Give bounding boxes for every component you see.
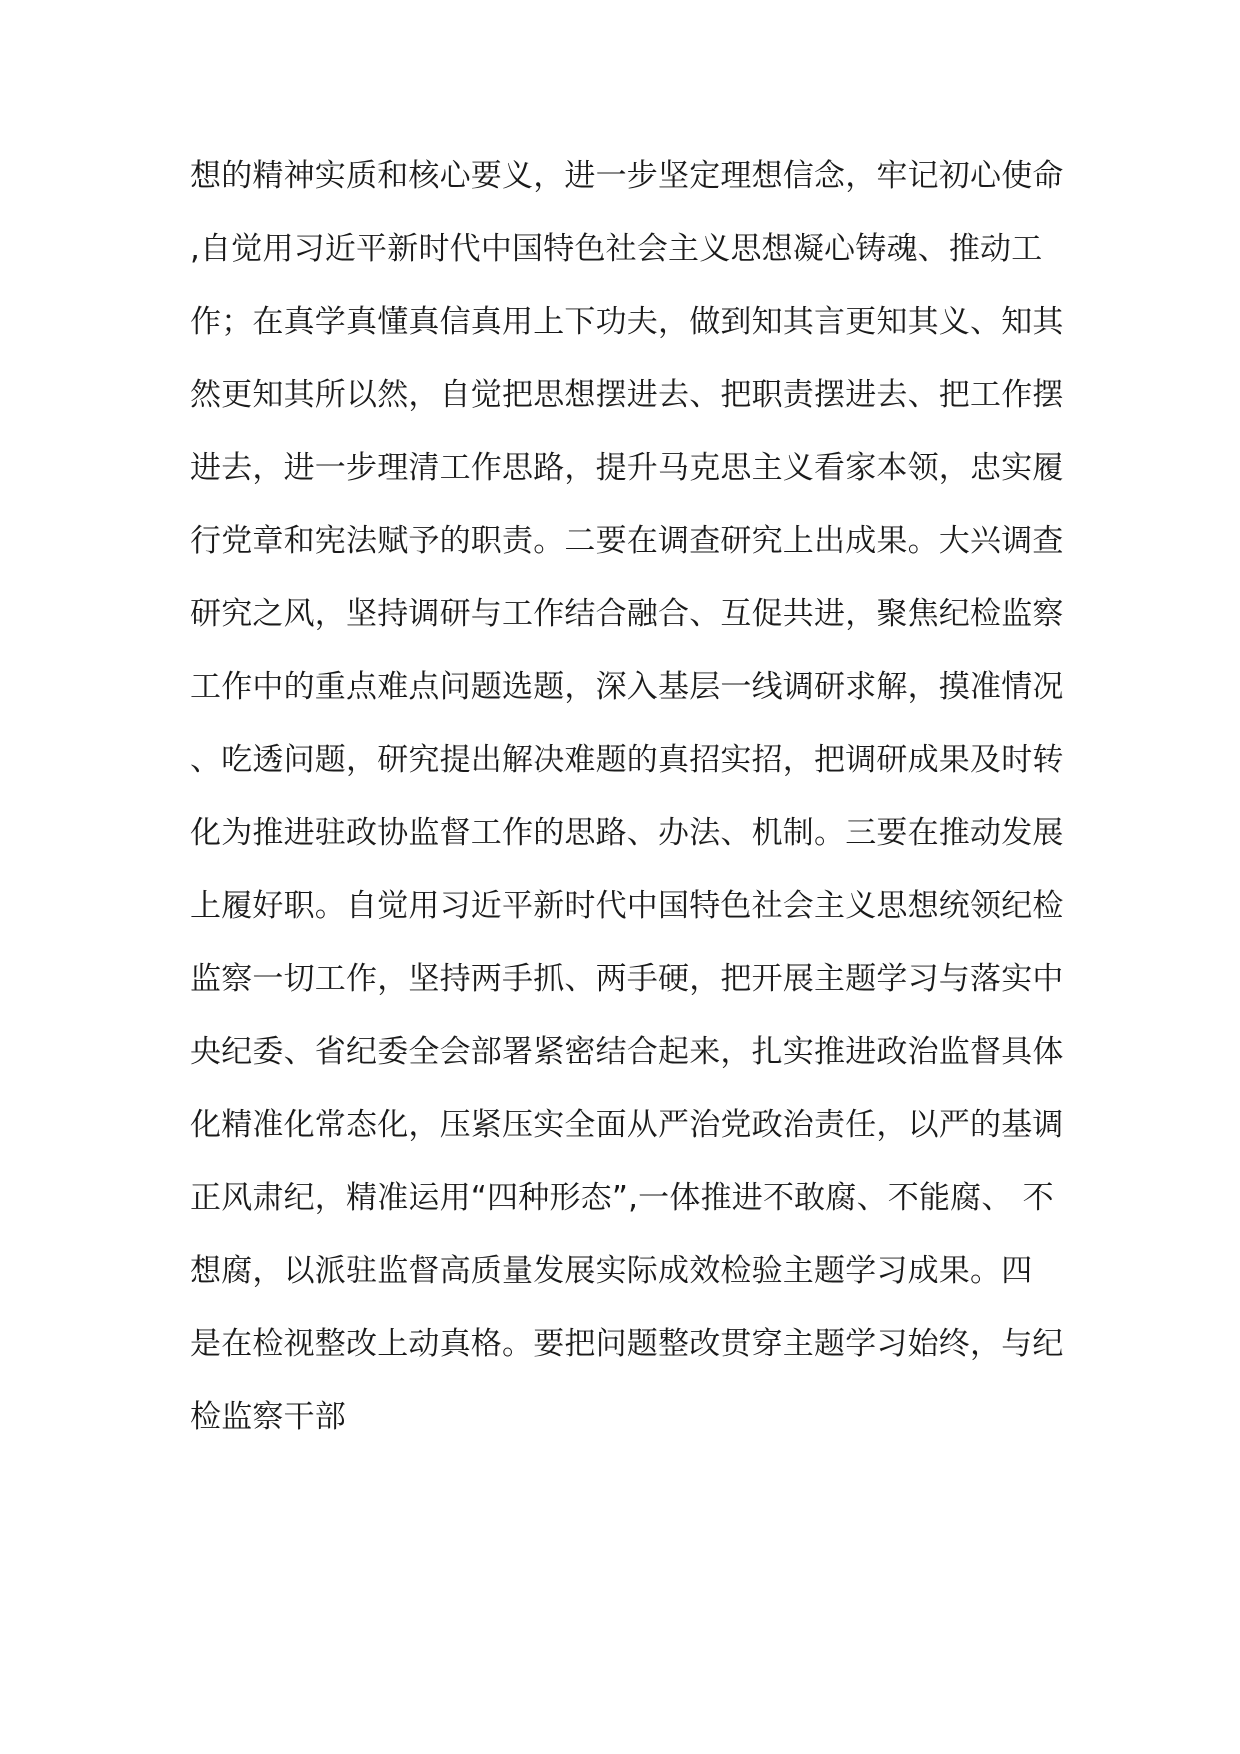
text-line: 央纪委、省纪委全会部署紧密结合起来，扎实推进政治监督具体: [190, 1034, 1064, 1070]
text-line: 想腐，以派驻监督高质量发展实际成效检验主题学习成果。四: [190, 1253, 1033, 1289]
text-line: 上履好职。自觉用习近平新时代中国特色社会主义思想统领纪检: [190, 888, 1064, 924]
text-line: 进去，进一步理清工作思路，提升马克思主义看家本领，忠实履: [190, 450, 1064, 486]
text-line: 监察一切工作，坚持两手抓、两手硬，把开展主题学习与落实中: [190, 961, 1064, 997]
text-line: 研究之风，坚持调研与工作结合融合、互促共进，聚焦纪检监察: [190, 596, 1064, 632]
text-line: 然更知其所以然，自觉把思想摆进去、把职责摆进去、把工作摆: [190, 377, 1064, 413]
text-line: 工作中的重点难点问题选题，深入基层一线调研求解，摸准情况: [190, 669, 1064, 705]
text-line: 行党章和宪法赋予的职责。二要在调查研究上出成果。大兴调查: [190, 523, 1064, 559]
text-line: 化精准化常态化，压紧压实全面从严治党政治责任，以严的基调: [190, 1107, 1064, 1143]
text-line: 化为推进驻政协监督工作的思路、办法、机制。三要在推动发展: [190, 815, 1064, 851]
text-line: 想的精神实质和核心要义，进一步坚定理想信念，牢记初心使命: [190, 158, 1064, 194]
text-line: 、吃透问题，研究提出解决难题的真招实招，把调研成果及时转: [190, 742, 1064, 778]
text-line: ,自觉用习近平新时代中国特色社会主义思想凝心铸魂、推动工: [190, 231, 1043, 267]
text-line: 作；在真学真懂真信真用上下功夫，做到知其言更知其义、知其: [190, 304, 1064, 340]
text-line: 检监察干部: [190, 1399, 346, 1435]
body-text: [190, 140, 1070, 1454]
text-line: 是在检视整改上动真格。要把问题整改贯穿主题学习始终，与纪: [190, 1326, 1064, 1362]
text-line: 正风肃纪，精准运用“四种形态”,一体推进不敢腐、不能腐、 不: [190, 1180, 1054, 1216]
